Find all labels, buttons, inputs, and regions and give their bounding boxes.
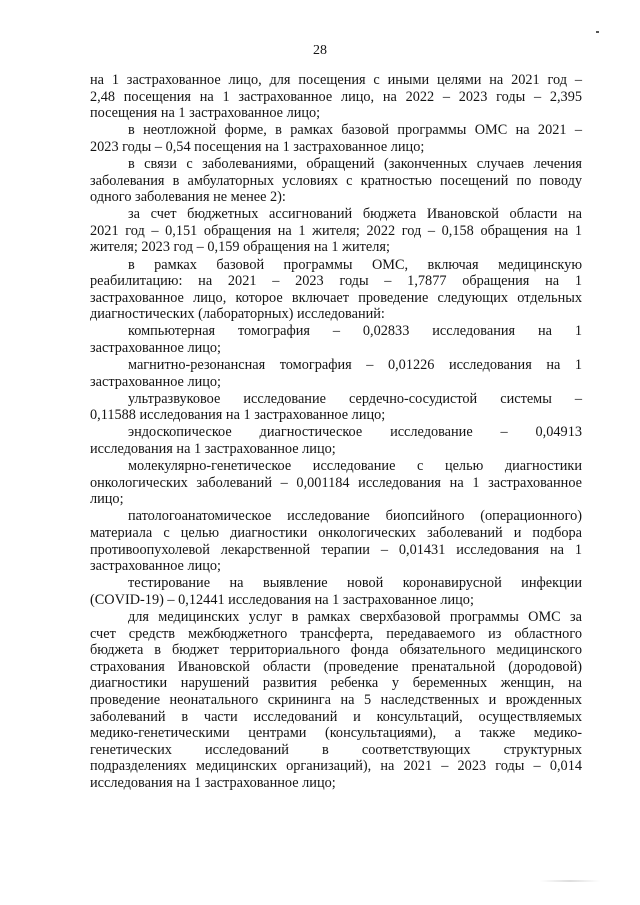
text-line: счет средств межбюджетного трансферта, передаваемого из областного <box>90 625 582 642</box>
scan-artifact <box>540 880 600 882</box>
text-line: для медицинских услуг в рамках сверхбазовой программы ОМС за <box>128 609 582 625</box>
paragraph <box>90 122 582 155</box>
text-line: за счет бюджетных ассигнований бюджета Ивановской области на <box>128 206 582 223</box>
text-line: жителя; 2023 год – 0,159 обращения на 1 жителя; <box>90 239 390 256</box>
text-line: (COVID-19) – 0,12441 исследования на 1 застрахованное лицо; <box>90 591 474 608</box>
text-line: посещения на 1 застрахованное лицо; <box>90 105 321 122</box>
text-line: застрахованное лицо, которое включает проведение следующих отдельных <box>90 289 582 306</box>
text-line: диагностики нарушений развития ребенка у беременных женщин, на <box>90 675 582 692</box>
text-line: в неотложной форме, в рамках базовой программы ОМС на 2021 – <box>128 122 582 139</box>
paragraph <box>90 458 582 508</box>
text-line: одного заболевания не менее 2): <box>90 189 286 206</box>
text-line: исследования на 1 застрахованное лицо; <box>90 441 336 458</box>
page-number: 28 <box>313 43 327 58</box>
text-line: 2021 год – 0,151 обращения на 1 жителя; 2022 год – 0,158 обращения на 1 <box>90 222 582 239</box>
text-line: бюджета в бюджет территориального фонда обязательного медицинского <box>90 642 582 659</box>
paragraph <box>90 206 582 256</box>
text-line: подразделениях медицинских организаций), на 2021 – 2023 годы – 0,014 <box>90 758 582 775</box>
text-line: страхования Ивановской области (проведение пренатальной (дородовой) <box>90 658 582 675</box>
text-line: в связи с заболеваниями, обращений (законченных случаев лечения <box>128 155 582 172</box>
text-line: 2023 годы – 0,54 посещения на 1 застрахованное лицо; <box>90 138 425 155</box>
text-line: онкологических заболеваний – 0,001184 исследования на 1 застрахованное <box>90 474 582 491</box>
text-line: исследования на 1 застрахованное лицо; <box>90 774 336 791</box>
text-line: на 1 застрахованное лицо, для посещения с иными целями на 2021 год – <box>90 72 582 88</box>
text-line: патологоанатомическое исследование биопсийного (операционного) <box>128 508 582 525</box>
paragraph <box>90 575 582 608</box>
text-line: заболевания в амбулаторных условиях с кратностью посещений по поводу <box>90 172 582 189</box>
scan-mark <box>596 31 599 33</box>
text-line: 0,11588 исследования на 1 застрахованное лицо; <box>90 407 386 424</box>
paragraph <box>90 357 582 390</box>
text-line: застрахованное лицо; <box>90 340 222 356</box>
text-line: застрахованное лицо; <box>90 373 222 390</box>
paragraph <box>90 156 582 206</box>
text-line: магнитно-резонансная томография – 0,01226 исследования на 1 <box>128 357 582 374</box>
text-line: эндоскопическое диагностическое исследование – 0,04913 <box>128 424 582 441</box>
text-line: 2,48 посещения на 1 застрахованное лицо, на 2022 – 2023 годы – 2,395 <box>90 88 582 105</box>
text-line: компьютерная томография – 0,02833 исследования на 1 <box>128 323 582 340</box>
document-body <box>90 72 582 792</box>
paragraph <box>90 508 582 574</box>
text-line: в рамках базовой программы ОМС, включая медицинскую <box>128 256 582 273</box>
text-line: проведение неонатального скрининга на 5 наследственных и врожденных <box>90 691 582 708</box>
paragraph <box>90 72 582 122</box>
paragraph <box>90 424 582 457</box>
text-line: заболеваний в части исследований и консультаций, осуществляемых <box>90 708 582 725</box>
text-line: лицо; <box>90 491 124 508</box>
text-line: тестирование на выявление новой коронавирусной инфекции <box>128 575 582 592</box>
text-line: медико-генетическими центрами (консультациями), а также медико- <box>90 725 582 742</box>
text-line: молекулярно-генетическое исследование с целью диагностики <box>128 458 582 475</box>
text-line: материала с целью диагностики онкологических заболеваний и подбора <box>90 525 582 542</box>
text-line: противоопухолевой лекарственной терапии – 0,01431 исследования на 1 <box>90 541 582 558</box>
text-line: ультразвуковое исследование сердечно-сосудистой системы – <box>128 390 582 407</box>
text-line: генетических исследований в соответствующих структурных <box>90 741 582 758</box>
paragraph <box>90 323 582 356</box>
text-line: застрахованное лицо; <box>90 558 222 575</box>
paragraph <box>90 257 582 323</box>
paragraph <box>90 391 582 424</box>
text-line: диагностических (лабораторных) исследований: <box>90 306 385 323</box>
text-line: реабилитацию: на 2021 – 2023 годы – 1,7877 обращения на 1 <box>90 273 582 290</box>
paragraph <box>90 609 582 792</box>
